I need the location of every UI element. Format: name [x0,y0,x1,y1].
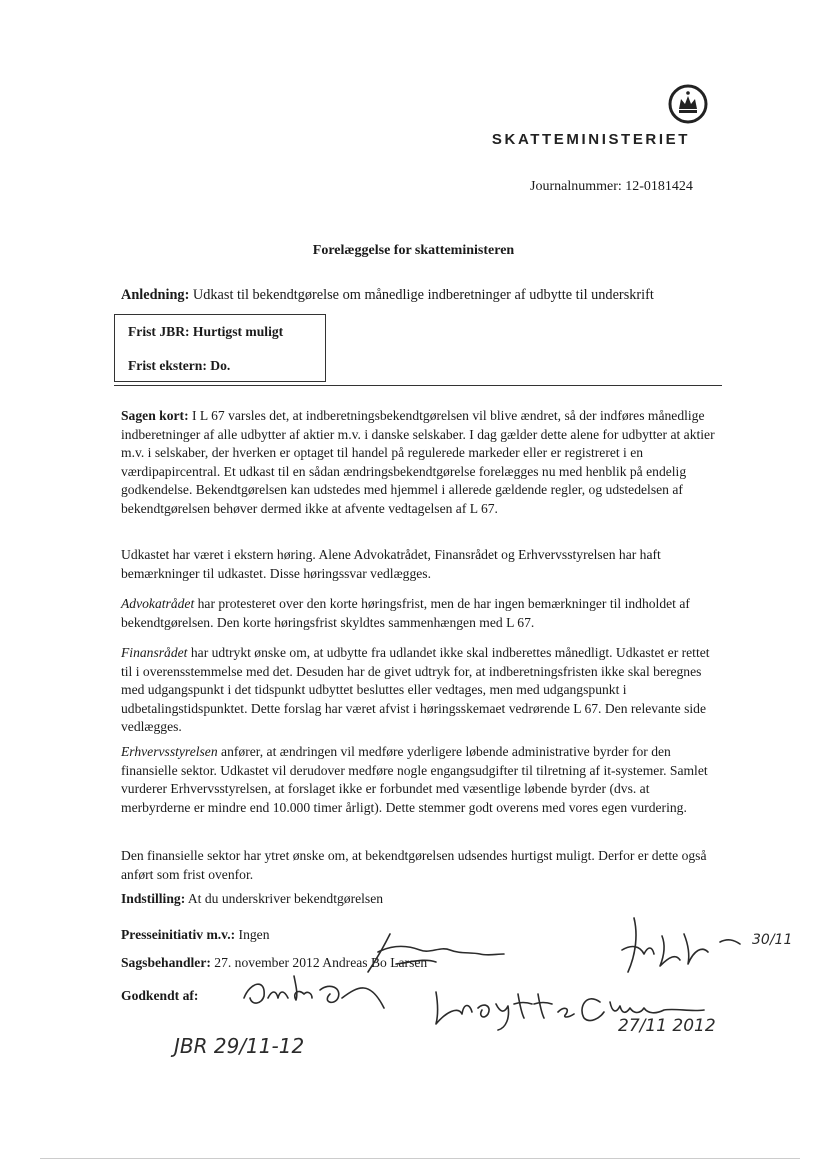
crown-logo-icon [668,84,708,124]
presse-line [121,927,270,943]
sagen-kort-label: Sagen kort: [121,408,189,423]
document-title: Forelæggelse for skatteministeren [312,243,515,258]
indstilling-text: At du underskriver bekendtgørelsen [185,891,384,906]
frist-ekstern: Frist ekstern: Do. [128,358,231,373]
divider-line [114,385,722,386]
anledning-text: Udkast til bekendtgørelse om månedlige indberetninger af udbytte til underskrift [189,287,654,303]
erhvervsstyrelsen-paragraph [121,743,721,817]
date-handwritten-note-top: 30/11 [752,932,793,948]
anledning-line [121,287,654,304]
advokatraadet-text: har protesteret over den korte høringsfrist, men de har ingen bemærkninger til indholdet af bekendtgørelsen. Den korte høringsfrist skyldtes sammenhængen med L 67. [121,596,690,630]
frist-jbr: Frist JBR: Hurtigst muligt [128,324,284,339]
deadline-box [114,314,326,382]
sagen-kort-text: I L 67 varsles det, at indberetningsbekendtgørelsen vil blive ændret, så der indføres månedlige indberetninger af alle udbytter af aktier m.v. i danske selskaber. I dag gælder dette alene for udbytter at aktier m.v. i selskaber, der hverken er optaget til handel på regulerede markeder eller er registreret i en værdipapircentral. Et udkast til en sådan ændringsbekendtgørelse forelægges nu med henblik på endelig godkendelse. Bekendtgørelsen kan udstedes med hjemmel i allerede gældende regler, og udstedelsen af bekendtgørelsen behøver dermed ikke at afvente vedtagelsen af L 67. [121,408,715,516]
anledning-label: Anledning: [121,287,190,303]
sektor-paragraph [121,847,721,884]
godkendt-signature [238,968,388,1016]
hoering-text: Udkastet har været i ekstern høring. Alene Advokatrådet, Finansrådet og Erhvervsstyrelsen har haft bemærkninger til udkastet. Disse høringssvar vedlægges. [121,547,661,581]
sagen-kort-paragraph [121,407,721,518]
page-bottom-edge [40,1158,800,1159]
finansraadet-text: har udtrykt ønske om, at udbytte fra udlandet ikke skal indberettes månedligt. Udkastet er rettet til i overensstemmelse med det. Desuden har de givet udtryk for, at indberetningsfristen ikke skal beregnes med udgangspunkt i det tidspunkt udbyttet besluttes eller vedtages, men med udgangspunkt i udbetalingstidspunktet. Dette forslag har været afvist i høringsskemaet vedrørende L 67. Den relevante side vedlægges. [121,645,710,734]
presse-text: Ingen [235,927,270,942]
ministry-name: SKATTEMINISTERIET [491,131,690,148]
sektor-text: Den finansielle sektor har ytret ønske om, at bekendtgørelsen udsendes hurtigst muligt. Derfor er dette også anført som frist ovenfor. [121,848,707,882]
erhvervsstyrelsen-text: anfører, at ændringen vil medføre yderligere løbende administrative byrder for den finansielle sektor. Udkastet vil derudover medføre nogle engangsudgifter til tilretning af it-systemer. Samlet vurderer Erhvervsstyrelsen, at forslaget ikke er forbundet med væsentlige løbende byrder (dvs. at merbyrderne er mindre end 10.000 timer årligt). Dette stemmer godt overens med vores egen vurdering. [121,744,708,815]
hoering-paragraph [121,546,721,583]
advokatraadet-paragraph [121,595,721,632]
sagsbehandler-label: Sagsbehandler: [121,955,211,970]
erhvervsstyrelsen-label: Erhvervsstyrelsen [121,744,218,759]
date-handwritten-note: 27/11 2012 [618,1016,716,1036]
godkendt-line [121,988,198,1004]
indstilling-line [121,891,383,907]
journal-number: Journalnummer: 12-0181424 [530,179,693,194]
godkendt-label: Godkendt af: [121,988,199,1003]
presse-label: Presseinitiativ m.v.: [121,927,236,942]
finansraadet-label: Finansrådet [121,645,188,660]
advokatraadet-label: Advokatrådet [121,596,195,611]
jbr-handwritten-note: JBR 29/11-12 [174,1034,305,1058]
sagsbehandler-text: 27. november 2012 Andreas Bo Larsen [210,955,428,970]
indstilling-label: Indstilling: [121,891,186,906]
finansraadet-paragraph [121,644,721,737]
